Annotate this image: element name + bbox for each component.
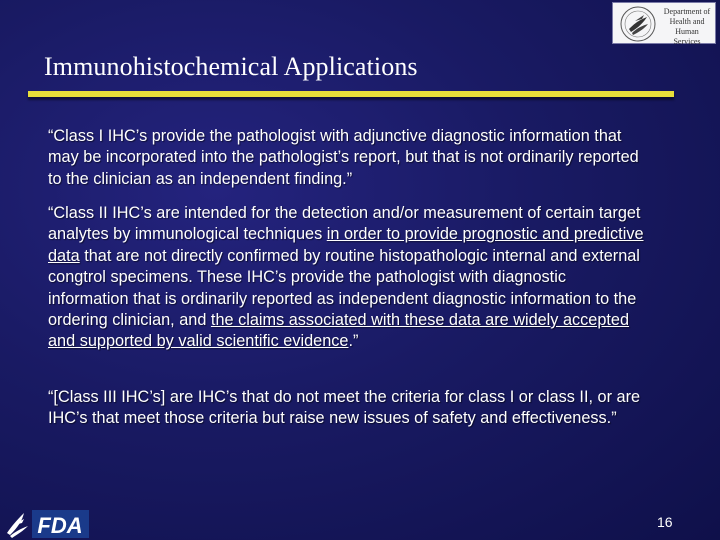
paragraph-text: “Class II IHC’s are intended for the detection and/or measurement of certain target analytes by immunological techniques	[48, 204, 641, 244]
hhs-department-name	[659, 7, 715, 47]
hhs-seal-icon	[617, 5, 659, 43]
hhs-logo	[612, 2, 716, 44]
underlined-phrase: in order to provide prognostic and predictive data	[48, 225, 644, 265]
paragraph-text: .”	[348, 332, 359, 351]
class-three-paragraph	[48, 387, 648, 430]
slide-title: Immunohistochemical Applications	[44, 52, 418, 81]
hhs-eagle-icon	[7, 513, 28, 538]
class-one-paragraph	[48, 126, 648, 190]
department-line-2: Health and Human	[669, 17, 705, 36]
fda-logo	[4, 507, 90, 539]
department-line-3: Services	[673, 37, 701, 46]
paragraph-text: “[Class III IHC’s] are IHC’s that do not meet the criteria for class I or class II, or are IHC’s that meet those criteria but raise new issues of safety and effectiveness.”	[48, 388, 641, 428]
class-two-paragraph	[48, 203, 648, 353]
title-underline-rule	[28, 91, 674, 97]
department-line-1: Department of	[663, 7, 711, 16]
page-number: 16	[657, 514, 673, 530]
paragraph-text: “Class I IHC’s provide the pathologist with adjunctive diagnostic information that may be incorporated into the pathologist’s report, but that is not ordinarily reported to the clinician as an independent finding.”	[48, 127, 639, 188]
fda-text: FDA	[37, 513, 83, 538]
paragraph-text: that are not directly confirmed by routine histopathologic internal and external congtrol specimens. These IHC’s provide the pathologist with diagnostic information that is ordinarily reported as independent diagnostic information to the ordering clinician, and	[48, 246, 640, 330]
underlined-phrase: the claims associated with these data are widely accepted and supported by valid scientific evidence	[48, 311, 630, 351]
